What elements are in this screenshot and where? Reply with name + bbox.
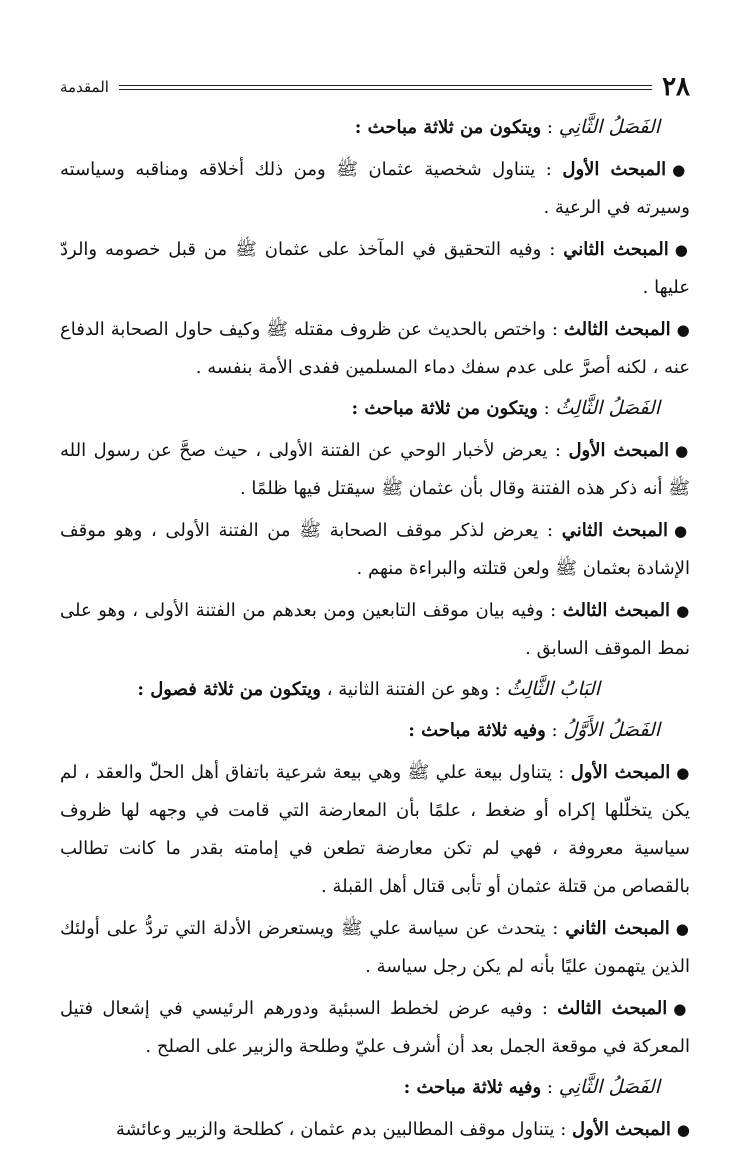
section-text: : وفيه التحقيق في المآخذ على عثمان ﷺ من قبل خصومه والردّ: [60, 239, 564, 260]
header-rule: [119, 85, 652, 90]
bullet-icon: ●: [676, 602, 690, 620]
heading-bold-text: ويتكون من ثلاثة مباحث :: [351, 398, 538, 419]
heading-separator: :: [541, 1077, 559, 1098]
section-continuation: لم يكن يتخلّلها إكراه أو ضغط ، علمًا بأن المعارضة التي قامت في وجهه لها ظروف سياسية معروفة ، فهي لم تكن معارضة تطعن في إمامته بقدر ما كانت تطالب بالقصاص من قتلة عثمان أو تأبى قتال أهل القبلة .: [60, 762, 690, 897]
section-item: [60, 151, 690, 227]
section-item: [60, 1111, 690, 1149]
section-text: : يتناول شخصية عثمان ﷺ ومن ذلك أخلاقه ومناقبه وسياسته: [60, 159, 563, 180]
section-label: المبحث الثاني: [563, 239, 669, 260]
bullet-icon: ●: [676, 1121, 690, 1139]
chapter-ornament-title: الفَصَلُ الثَّانِي: [558, 116, 660, 138]
section-label: المبحث الأول: [562, 159, 667, 180]
page: [60, 70, 690, 1149]
part-heading: [60, 670, 690, 709]
bullet-icon: ●: [673, 522, 690, 540]
chapter-heading: [60, 108, 690, 147]
heading-bold-text: وفيه ثلاثة مباحث :: [403, 1077, 542, 1098]
bullet-icon: ●: [676, 321, 690, 339]
bullet-icon: ●: [676, 764, 690, 782]
section-continuation: نمط الموقف السابق .: [525, 638, 690, 659]
section-text: : وفيه عرض لخطط السبئية ودورهم الرئيسي في إشعال فتيل: [60, 998, 558, 1019]
bullet-icon: ●: [675, 920, 690, 938]
section-text: : يتناول بيعة علي ﷺ وهي بيعة شرعية باتفاق أهل الحلّ والعقد ،: [83, 762, 571, 783]
section-item: [60, 311, 690, 387]
chapter-heading: [60, 711, 690, 750]
section-continuation: المعركة في موقعة الجمل بعد أن أشرف عليّ وطلحة والزبير على الصلح .: [145, 1036, 690, 1057]
section-continuation: الإشادة بعثمان ﷺ ولعن قتلته والبراءة منهم .: [356, 558, 690, 579]
section-label: المبحث الثاني: [565, 918, 670, 939]
bullet-icon: ●: [674, 241, 690, 259]
section-label: المبحث الثالث: [557, 998, 668, 1019]
section-item: [60, 512, 690, 588]
section-continuation: وسيرته في الرعية .: [543, 197, 690, 218]
section-item: [60, 910, 690, 986]
section-label: المبحث الثالث: [563, 319, 671, 340]
chapter-ornament-title: الفَصَلُ الثَّانِي: [558, 1076, 660, 1098]
heading-bold-text: وفيه ثلاثة مباحث :: [408, 720, 546, 741]
section-continuation: عليها .: [642, 277, 690, 298]
section-text: : يعرض لأخبار الوحي عن الفتنة الأولى ، حيث صحَّ عن رسول: [93, 440, 569, 461]
section-continuation: أولئك الذين يتهمون عليًا بأنه لم يكن رجل سياسة .: [60, 918, 690, 977]
running-title: المقدمة: [60, 78, 109, 96]
heading-separator: :: [537, 398, 556, 419]
section-item: [60, 592, 690, 668]
section-text: : واختص بالحديث عن ظروف مقتله ﷺ وكيف حاول الصحابة: [110, 319, 564, 340]
heading-separator: :: [488, 679, 507, 700]
section-item: [60, 754, 690, 906]
section-label: المبحث الأول: [570, 762, 671, 783]
page-number: ٢٨: [662, 72, 690, 102]
page-body: [60, 108, 690, 1149]
section-item: [60, 990, 690, 1066]
section-label: المبحث الثاني: [561, 520, 668, 541]
section-text: : يعرض لذكر موقف الصحابة ﷺ من الفتنة الأولى ، وهو موقف: [60, 520, 562, 541]
bullet-icon: ●: [673, 1000, 690, 1018]
bullet-icon: ●: [672, 161, 690, 179]
heading-separator: :: [545, 720, 564, 741]
section-item: [60, 231, 690, 307]
section-continuation: الدفاع عنه ، لكنه أصرَّ على عدم سفك دماء المسلمين ففدى الأمة بنفسه .: [60, 319, 690, 378]
bullet-icon: ●: [675, 442, 691, 460]
page-header: [60, 70, 690, 104]
section-label: المبحث الأول: [568, 440, 670, 461]
chapter-heading: [60, 1068, 690, 1107]
heading-text: وهو عن الفتنة الثانية ،: [320, 679, 489, 700]
chapter-ornament-title: الفَصَلُ الأَوَّلُ: [563, 719, 660, 741]
heading-bold-text: ويتكون من ثلاثة فصول :: [137, 679, 321, 700]
heading-separator: :: [541, 117, 559, 138]
chapter-ornament-title: الفَصَلُ الثَّالِثُ: [555, 397, 660, 419]
heading-bold-text: ويتكون من ثلاثة مباحث :: [354, 117, 542, 138]
section-text: : يتحدث عن سياسة علي ﷺ ويستعرض الأدلة التي تردُّ على: [106, 918, 566, 939]
chapter-heading: [60, 389, 690, 428]
section-text: : يتناول موقف المطالبين بدم عثمان ، كطلحة والزبير وعائشة: [115, 1119, 572, 1140]
chapter-ornament-title: البَابُ الثَّالِثُ: [506, 678, 600, 700]
section-label: المبحث الثالث: [562, 600, 671, 621]
section-continuation: الله ﷺ أنه ذكر هذه الفتنة وقال بأن عثمان ﷺ سيقتل فيها ظلمًا .: [60, 440, 690, 499]
section-label: المبحث الأول: [571, 1119, 671, 1140]
section-text: : وفيه بيان موقف التابعين ومن بعدهم من الفتنة الأولى ، وهو على: [60, 600, 563, 621]
section-item: [60, 432, 690, 508]
